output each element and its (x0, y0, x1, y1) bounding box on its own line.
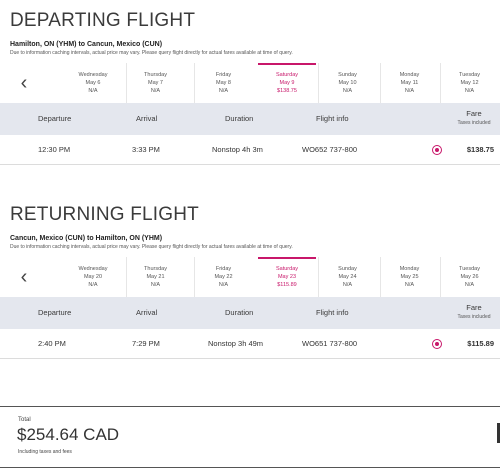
day-price: N/A (88, 88, 98, 94)
day-price: N/A (464, 88, 475, 94)
total-summary (0, 406, 500, 468)
returning-section (0, 202, 500, 359)
header-arrival: Arrival (136, 308, 158, 317)
header-arrival: Arrival (136, 114, 158, 123)
day-of-week: Wednesday (78, 72, 108, 78)
flight-row[interactable] (0, 135, 500, 165)
day-date: May 20 (83, 274, 103, 280)
day-price: $138.75 (277, 88, 297, 94)
flight-fare: $138.75 (466, 145, 494, 154)
day-date: May 23 (277, 274, 297, 280)
header-flight-info: Flight info (316, 308, 349, 317)
date-selector (0, 257, 500, 297)
date-option[interactable] (318, 63, 376, 103)
day-price: N/A (88, 282, 98, 288)
header-flight-info: Flight info (316, 114, 349, 123)
day-price: N/A (218, 282, 229, 288)
date-option[interactable] (194, 63, 252, 103)
flight-fare: $115.89 (467, 339, 494, 348)
date-option[interactable] (380, 63, 438, 103)
section-title: RETURNING FLIGHT (10, 204, 199, 225)
fare-sublabel: Taxes included (457, 314, 491, 320)
flight-duration: Nonstop 4h 3m (212, 145, 263, 154)
header-departure: Departure (38, 114, 72, 123)
date-option[interactable] (126, 63, 184, 103)
day-of-week: Sunday (338, 72, 357, 78)
day-of-week: Monday (399, 266, 420, 272)
date-option[interactable] (194, 257, 252, 297)
day-price: N/A (404, 282, 415, 288)
radio-selected-icon[interactable] (432, 339, 442, 349)
price-note: Due to information caching intervals, actual price may vary. Please query flight directly for actual fares available at time of query. (10, 244, 293, 250)
day-price: N/A (342, 282, 353, 288)
departing-section (0, 8, 500, 165)
flight-info: WO652 737-800 (302, 145, 358, 154)
flight-departure: 12:30 PM (38, 145, 71, 154)
day-date: May 11 (400, 80, 419, 86)
total-label: Total (18, 417, 31, 423)
header-duration: Duration (225, 114, 254, 123)
total-note: Including taxes and fees (18, 449, 72, 455)
price-note: Due to information caching intervals, actual price may vary. Please query flight directly for actual fares available at time of query. (10, 50, 293, 56)
route-label: Cancun, Mexico (CUN) to Hamilton, ON (YHM) (10, 235, 163, 242)
fare-label: Fare (466, 303, 482, 312)
date-option[interactable] (64, 63, 122, 103)
day-of-week: Saturday (275, 266, 298, 272)
date-selector (0, 63, 500, 103)
date-option-selected[interactable] (258, 257, 316, 297)
day-of-week: Sunday (338, 266, 357, 272)
chevron-left-icon[interactable]: ‹ (20, 72, 28, 94)
day-date: May 10 (338, 80, 357, 86)
day-price: N/A (342, 88, 353, 94)
date-option[interactable] (64, 257, 122, 297)
fare-sublabel: Taxes included (457, 120, 491, 126)
flight-row[interactable] (0, 329, 500, 359)
day-of-week: Friday (215, 266, 232, 272)
day-date: May 22 (214, 274, 233, 280)
date-option[interactable] (440, 63, 498, 103)
day-date: May 8 (216, 80, 231, 86)
day-of-week: Thursday (144, 72, 167, 78)
flight-info: WO651 737-800 (302, 339, 358, 348)
section-title: DEPARTING FLIGHT (10, 10, 196, 31)
header-fare (452, 109, 496, 127)
date-option[interactable] (318, 257, 376, 297)
flight-departure: 2:40 PM (38, 339, 66, 348)
header-duration: Duration (225, 308, 254, 317)
day-date: May 26 (460, 274, 479, 280)
day-date: May 7 (148, 80, 163, 86)
day-date: May 9 (279, 80, 295, 86)
day-of-week: Tuesday (459, 266, 480, 272)
table-header (0, 103, 500, 135)
day-of-week: Wednesday (78, 266, 108, 272)
day-of-week: Thursday (144, 266, 167, 272)
day-price: N/A (218, 88, 229, 94)
fare-label: Fare (466, 109, 482, 118)
day-of-week: Saturday (275, 72, 298, 78)
table-header (0, 297, 500, 329)
flight-duration: Nonstop 3h 49m (208, 339, 264, 348)
day-price: N/A (150, 282, 161, 288)
route-label: Hamilton, ON (YHM) to Cancun, Mexico (CUN) (10, 41, 163, 48)
total-value: $254.64 CAD (17, 425, 120, 444)
flight-arrival: 7:29 PM (132, 339, 160, 348)
header-departure: Departure (38, 308, 72, 317)
header-fare (452, 303, 496, 321)
day-date: May 24 (338, 274, 357, 280)
day-price: $115.89 (277, 282, 297, 288)
day-date: May 25 (400, 274, 419, 280)
date-option[interactable] (126, 257, 184, 297)
radio-selected-icon[interactable] (432, 145, 442, 155)
chevron-left-icon[interactable]: ‹ (20, 266, 28, 288)
day-price: N/A (464, 282, 475, 288)
date-option-selected[interactable] (258, 63, 316, 103)
date-option[interactable] (440, 257, 498, 297)
date-option[interactable] (380, 257, 438, 297)
day-date: May 6 (85, 80, 101, 86)
flight-arrival: 3:33 PM (132, 145, 160, 154)
day-of-week: Friday (215, 72, 232, 78)
day-price: N/A (404, 88, 415, 94)
day-date: May 12 (460, 80, 479, 86)
day-of-week: Monday (399, 72, 420, 78)
day-price: N/A (150, 88, 161, 94)
day-of-week: Tuesday (459, 72, 480, 78)
day-date: May 21 (146, 274, 165, 280)
